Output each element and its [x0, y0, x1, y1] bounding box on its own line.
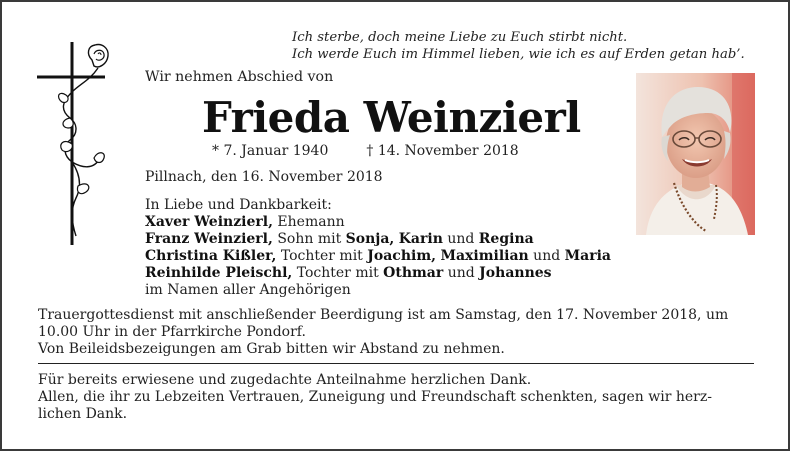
intro-text: Wir nehmen Abschied von [145, 69, 334, 85]
deceased-name: Frieda Weinzierl [202, 93, 581, 142]
family-closing: im Namen aller Angehörigen [145, 282, 351, 298]
connector-text: und [442, 231, 479, 247]
member-relation: Ehemann [272, 214, 345, 230]
place-date: Pillnach, den 16. November 2018 [145, 169, 383, 185]
member-name: Johannes [479, 265, 552, 281]
death-date: † 14. November 2018 [366, 143, 519, 159]
thanks-line-2: Allen, die ihr zu Lebzeiten Vertrauen, Zuneigung und Freundschaft schenkten, sagen wir herz- [38, 389, 712, 405]
motto-line-1: Ich sterbe, doch meine Liebe zu Euch stirbt nicht. [292, 30, 628, 45]
member-relation: Tochter mit [292, 265, 384, 281]
thanks-line-1: Für bereits erwiesene und zugedachte Anteilnahme herzlichen Dank. [38, 372, 532, 388]
member-name: Xaver Weinzierl, [145, 214, 273, 230]
member-relation: Tochter mit [276, 248, 368, 264]
member-name: Othmar [383, 265, 444, 281]
family-list [145, 197, 611, 299]
motto-line-2: Ich werde Euch im Himmel lieben, wie ich es auf Erden getan hab’. [292, 47, 745, 62]
member-name: Regina [478, 231, 534, 247]
funeral-service-info [38, 307, 754, 358]
cross-with-rose-icon [32, 40, 112, 250]
member-relation: Sohn mit [272, 231, 346, 247]
member-name: Maximilian [440, 248, 529, 264]
family-heading: In Liebe und Dankbarkeit: [145, 197, 332, 213]
member-name: Sonja, [345, 231, 395, 247]
family-member [145, 265, 611, 282]
birth-date: * 7. Januar 1940 [212, 143, 329, 159]
family-member [145, 214, 611, 231]
connector-text: und [443, 265, 480, 281]
connector-text: und [528, 248, 565, 264]
motto [292, 29, 745, 63]
thanks-text [38, 372, 754, 423]
divider [38, 363, 754, 364]
member-name: Karin [398, 231, 443, 247]
portrait-photo [636, 73, 755, 235]
thanks-line-3: lichen Dank. [38, 406, 128, 422]
service-line-2: 10.00 Uhr in der Pfarrkirche Pondorf. [38, 324, 306, 340]
member-name: Joachim, [367, 248, 437, 264]
member-name: Maria [564, 248, 611, 264]
service-line-1: Trauergottesdienst mit anschließender Beerdigung ist am Samstag, den 17. November 2018, um [38, 307, 729, 323]
family-member [145, 231, 611, 248]
member-name: Reinhilde Pleischl, [145, 265, 293, 281]
member-name: Christina Kißler, [145, 248, 277, 264]
life-dates [212, 143, 519, 159]
family-member [145, 248, 611, 265]
member-name: Franz Weinzierl, [145, 231, 273, 247]
service-line-3: Von Beileidsbezeigungen am Grab bitten wir Abstand zu nehmen. [38, 341, 505, 357]
